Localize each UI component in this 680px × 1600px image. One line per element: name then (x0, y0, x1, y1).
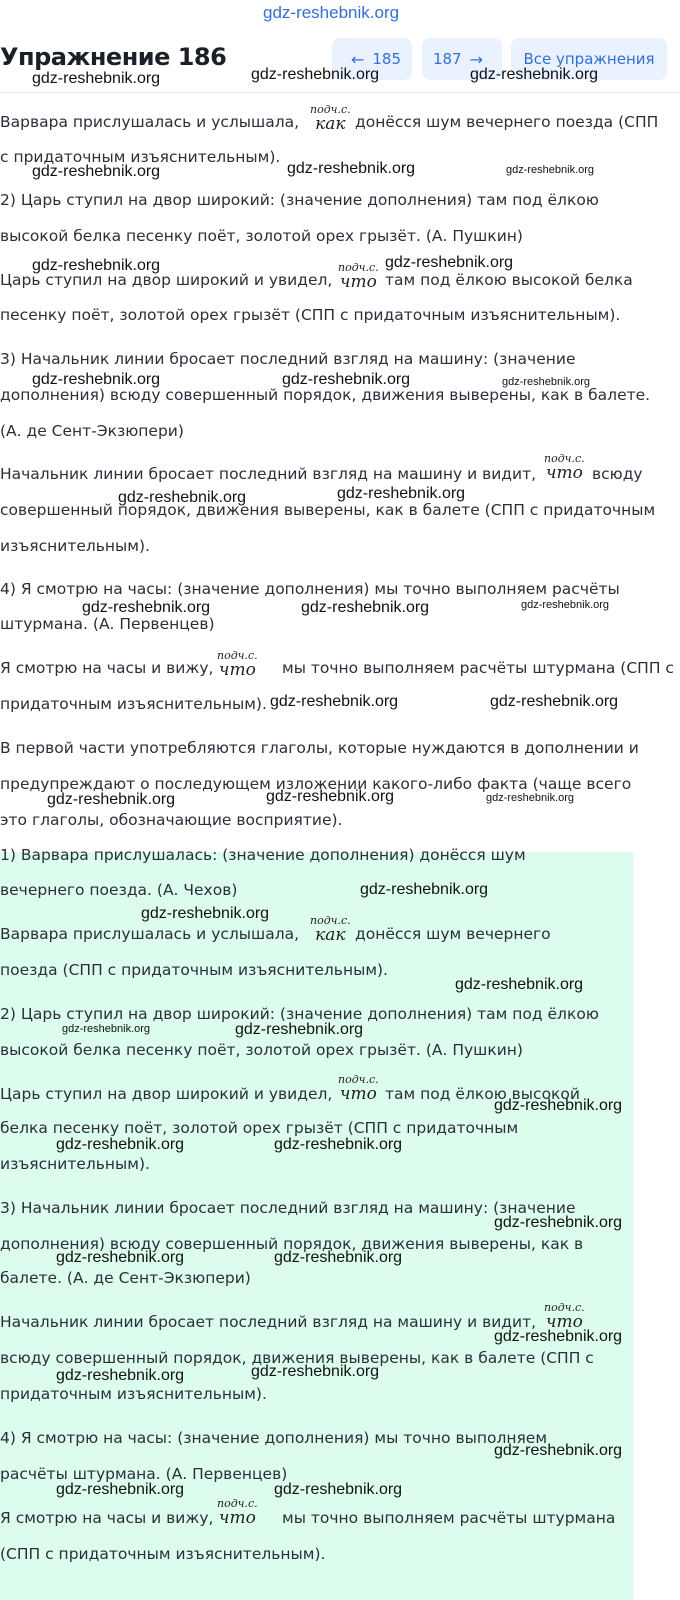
text-line: там под ёлкою высокой (385, 1085, 580, 1103)
conjunction-insert: подч.с. что (544, 1301, 585, 1332)
text-line: высокой белка песенку поёт, золотой орех грызёт. (А. Пушкин) (0, 1041, 523, 1059)
text-line: балете. (А. де Сент-Экзюпери) (0, 1269, 251, 1287)
text-line: придаточным изъяснительным). (0, 695, 267, 713)
watermark: gdz-reshebnik.org (141, 905, 270, 922)
text-line: песенку поёт, золотой орех грызёт (СПП с придаточным изъяснительным). (0, 306, 621, 324)
watermark: gdz-reshebnik.org (455, 976, 584, 993)
watermark: gdz-reshebnik.org (251, 66, 380, 83)
watermark: gdz-reshebnik.org (32, 371, 161, 388)
watermark: gdz-reshebnik.org (506, 164, 595, 176)
text-line: Начальник линии бросает последний взгляд на машину и видит, (0, 1313, 537, 1331)
text-line: с придаточным изъяснительным). (0, 148, 281, 166)
watermark: gdz-reshebnik.org (486, 792, 575, 804)
text-line: мы точно выполняем расчёты штурмана (СПП с (282, 659, 674, 677)
text-line: предупреждают о последующем изложении какого-либо факта (чаще всего (0, 775, 632, 793)
conjunction-insert: подч.с. что (217, 649, 258, 680)
text-line: 3) Начальник линии бросает последний взгляд на машину: (значение (0, 350, 576, 368)
watermark: gdz-reshebnik.org (502, 376, 591, 388)
text-line: это глаголы, обозначающие восприятие). (0, 811, 343, 829)
watermark: gdz-reshebnik.org (270, 693, 399, 710)
text-line: там под ёлкою высокой белка (385, 271, 633, 289)
site-watermark: gdz-reshebnik.org (263, 3, 400, 22)
watermark: gdz-reshebnik.org (494, 1214, 623, 1231)
text-line: В первой части употребляются глаголы, которые нуждаются в дополнении и (0, 739, 639, 757)
watermark: gdz-reshebnik.org (235, 1021, 364, 1038)
watermark: gdz-reshebnik.org (385, 254, 514, 271)
text-line: высокой белка песенку поёт, золотой орех грызёт. (А. Пушкин) (0, 227, 523, 245)
watermark: gdz-reshebnik.org (56, 1367, 185, 1384)
text-line: Царь ступил на двор широкий и увидел, (0, 1085, 333, 1103)
text-line: 2) Царь ступил на двор широкий: (значение дополнения) там под ёлкою (0, 191, 599, 209)
text-line: 3) Начальник линии бросает последний взгляд на машину: (значение (0, 1199, 576, 1217)
watermark: gdz-reshebnik.org (118, 489, 247, 506)
text-line: мы точно выполняем расчёты штурмана (282, 1509, 616, 1527)
watermark: gdz-reshebnik.org (251, 1363, 380, 1380)
text-line: Начальник линии бросает последний взгляд на машину и видит, (0, 465, 537, 483)
text-line: штурмана. (А. Первенцев) (0, 615, 215, 633)
text-line: (СПП с придаточным изъяснительным). (0, 1545, 326, 1563)
watermark: gdz-reshebnik.org (521, 599, 610, 611)
watermark: gdz-reshebnik.org (56, 1249, 185, 1266)
text-line: 2) Царь ступил на двор широкий: (значение дополнения) там под ёлкою (0, 1005, 599, 1023)
text-line: 4) Я смотрю на часы: (значение дополнения) мы точно выполняем (0, 1429, 548, 1447)
watermark: gdz-reshebnik.org (32, 70, 161, 87)
text-line: дополнения) всюду совершенный порядок, движения выверены, как в (0, 1235, 584, 1253)
text-line: совершенный порядок, движения выверены, как в балете (СПП с придаточным (0, 501, 656, 519)
watermark: gdz-reshebnik.org (266, 788, 395, 805)
conjunction-insert: подч.с. что (217, 1497, 258, 1528)
text-line: Варварa прислушалась и услышала, (0, 113, 300, 131)
watermark: gdz-reshebnik.org (274, 1481, 403, 1498)
conjunction-insert: подч.с. что (544, 452, 585, 483)
conjunction-insert: подч.с. как (310, 914, 351, 945)
watermark: gdz-reshebnik.org (274, 1136, 403, 1153)
text-line: изъяснительным). (0, 537, 150, 555)
text-line: Я смотрю на часы и вижу, (0, 1509, 214, 1527)
watermark: gdz-reshebnik.org (287, 160, 416, 177)
text-line: Я смотрю на часы и вижу, (0, 659, 214, 677)
text-line: всюду (592, 465, 643, 483)
watermark: gdz-reshebnik.org (494, 1442, 623, 1459)
watermark: gdz-reshebnik.org (274, 1249, 403, 1266)
text-line: донёсся шум вечернего поезда (СПП (355, 113, 659, 131)
arrow-left-icon: ← (350, 49, 365, 69)
text-line: донёсся шум вечернего (355, 925, 551, 943)
text-line: 4) Я смотрю на часы: (значение дополнения) мы точно выполняем расчёты (0, 580, 620, 598)
watermark: gdz-reshebnik.org (490, 693, 619, 710)
conjunction-insert: подч.с. что (338, 1073, 379, 1104)
text-line: расчёты штурмана. (А. Первенцев) (0, 1465, 288, 1483)
text-line: дополнения) всюду совершенный порядок, движения выверены, как в балете. (0, 386, 651, 404)
arrow-right-icon: → (469, 49, 484, 69)
watermark: gdz-reshebnik.org (82, 599, 211, 616)
watermark: gdz-reshebnik.org (301, 599, 430, 616)
watermark: gdz-reshebnik.org (32, 257, 161, 274)
watermark: gdz-reshebnik.org (62, 1023, 151, 1035)
all-exercises-label: Все упражнения (523, 50, 655, 68)
next-exercise-label: 187 (432, 50, 462, 68)
text-line: вечернего поезда. (А. Чехов) (0, 881, 238, 899)
text-line: изъяснительным). (0, 1155, 150, 1173)
text-line: 1) Варвара прислушалась: (значение дополнения) донёсся шум (0, 846, 526, 864)
page-title: Упражнение 186 (0, 43, 227, 71)
prev-exercise-label: 185 (372, 50, 402, 68)
conjunction-insert: подч.с. что (338, 261, 379, 292)
text-line: Царь ступил на двор широкий и увидел, (0, 271, 333, 289)
watermark: gdz-reshebnik.org (337, 485, 466, 502)
text-line: придаточным изъяснительным). (0, 1385, 267, 1403)
watermark: gdz-reshebnik.org (56, 1136, 185, 1153)
watermark: gdz-reshebnik.org (494, 1328, 623, 1345)
watermark: gdz-reshebnik.org (56, 1481, 185, 1498)
watermark: gdz-reshebnik.org (32, 163, 161, 180)
text-line: всюду совершенный порядок, движения выверены, как в балете (СПП с (0, 1349, 594, 1367)
text-line: белка песенку поёт, золотой орех грызёт (СПП с придаточным (0, 1119, 519, 1137)
text-line: Варвара прислушалась и услышала, (0, 925, 300, 943)
watermark: gdz-reshebnik.org (360, 881, 489, 898)
header-divider (0, 92, 680, 93)
text-line: (А. де Сент-Экзюпери) (0, 422, 184, 440)
watermark: gdz-reshebnik.org (282, 371, 411, 388)
watermark: gdz-reshebnik.org (494, 1097, 623, 1114)
conjunction-insert: подч.с. как (310, 103, 351, 134)
watermark: gdz-reshebnik.org (470, 66, 599, 83)
watermark: gdz-reshebnik.org (47, 791, 176, 808)
text-line: поезда (СПП с придаточным изъяснительным). (0, 961, 388, 979)
